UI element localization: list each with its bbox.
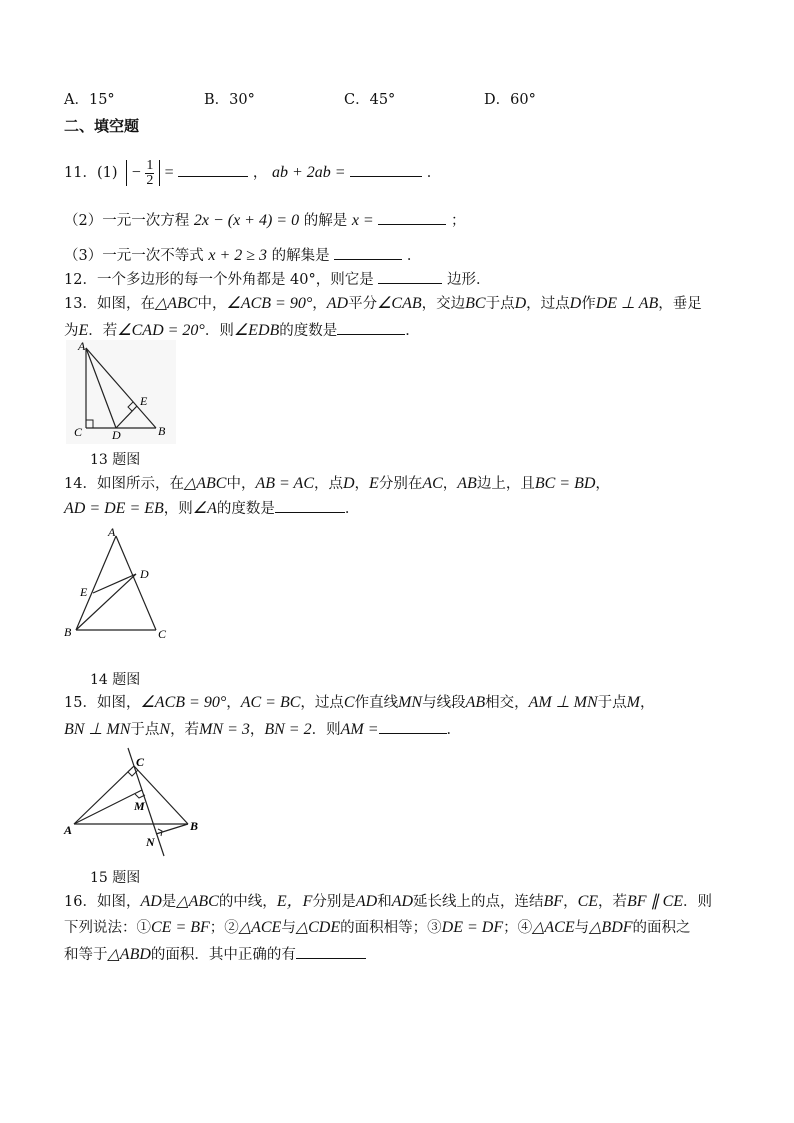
q13-t9: ，垂足 — [658, 296, 702, 312]
question-15-line1 — [64, 693, 655, 713]
q14-e: E — [369, 475, 379, 492]
q14-ab-ac: AB = AC — [255, 475, 314, 492]
q16-t12: 与 — [281, 920, 296, 936]
q15-ab: AB — [465, 694, 486, 711]
choice-d: D．60° — [484, 92, 536, 108]
q13-d2: D — [569, 295, 582, 312]
q16-t14: ；④ — [503, 920, 533, 936]
q16-parallel: BF ∥ CE — [627, 893, 684, 910]
q16-t16: 的面积之 — [632, 920, 691, 936]
question-13-line2 — [64, 320, 420, 341]
figure-13 — [66, 340, 176, 444]
q16-stmt3: DE = DF — [441, 919, 504, 936]
q15-t12: ．则 — [311, 722, 341, 738]
q16-t6: 延长线上的点，连结 — [413, 894, 544, 910]
question-14-line2 — [64, 498, 359, 519]
fig15-line-am — [74, 790, 142, 824]
q15-t7: 于点 — [597, 695, 627, 711]
q11-fraction — [145, 159, 154, 188]
choice-a: A．15° — [64, 92, 115, 108]
q16-bf: BF — [543, 893, 564, 910]
q13-t14: ． — [405, 323, 420, 339]
q11-sep: ， — [252, 165, 268, 181]
abs-bar-right — [159, 160, 160, 186]
q11-eq1: = — [164, 164, 174, 181]
question-16-line2 — [64, 918, 691, 938]
q13-t13: 的度数是 — [279, 323, 338, 339]
q11-blank-3 — [378, 210, 446, 225]
q15-mn-value: MN = 3 — [199, 721, 250, 738]
q12-text2: 边形． — [446, 272, 491, 288]
q16-t4: 分别是 — [312, 894, 356, 910]
q16-ad2: AD — [355, 893, 378, 910]
q15-angle-acb: ∠ACB = 90° — [140, 694, 227, 711]
q11-p3-prefix: （3）一元一次不等式 — [64, 248, 204, 264]
q15-t10: ，若 — [170, 722, 200, 738]
q13-angle-edb: ∠EDB — [233, 322, 280, 339]
choice-b: B．30° — [204, 92, 255, 108]
q16-blank — [296, 944, 366, 959]
q15-bn-value: BN = 2 — [264, 721, 312, 738]
q16-t17: 和等于 — [64, 947, 108, 963]
fig15-label-a: A — [64, 823, 73, 837]
q14-t6: ， — [442, 476, 458, 492]
q14-d: D — [342, 475, 355, 492]
fig14-line-de — [93, 574, 136, 593]
fig14-label-e: E — [80, 585, 88, 599]
q14-ab: AB — [457, 475, 477, 492]
q13-t7: ，过点 — [526, 296, 570, 312]
q16-ad: AD — [140, 893, 162, 910]
fig14-side-ac — [116, 536, 156, 630]
fig15-label-n: N — [146, 835, 155, 849]
q16-t5: 和 — [377, 894, 392, 910]
q13-angle-acb: ∠ACB = 90° — [226, 295, 313, 312]
q15-t5: 与线段 — [422, 695, 466, 711]
q16-triangle-abd: △ABD — [107, 946, 151, 963]
q14-t11: ． — [344, 501, 360, 517]
fig14-label-b: B — [64, 625, 72, 639]
q11-minus: − — [131, 164, 141, 181]
q13-t2: 中， — [197, 296, 227, 312]
choice-c: C．45° — [344, 92, 396, 108]
q11-end: ． — [426, 165, 442, 181]
fig13-label-c: C — [74, 425, 83, 439]
q11-p3-mid: 的解集是 — [271, 248, 330, 264]
fig13-label-b: B — [158, 424, 166, 438]
q14-t10: 的度数是 — [216, 501, 275, 517]
q14-t2: 中， — [226, 476, 256, 492]
q15-t3: ，过点 — [300, 695, 344, 711]
q11-p2-end: ； — [450, 213, 466, 229]
q16-ce: CE — [577, 893, 599, 910]
q15-am-perp: AM ⊥ MN — [528, 694, 598, 711]
q16-ad3: AD — [391, 893, 414, 910]
q16-t18: 的面积．其中正确的有 — [150, 947, 296, 963]
fig15-line-bn — [156, 824, 188, 834]
q14-ac: AC — [422, 475, 443, 492]
q13-bc: BC — [465, 295, 486, 312]
q16-t11: ；② — [209, 920, 239, 936]
q14-t9: ，则 — [163, 501, 193, 517]
q11-expr2: ab + 2ab = — [271, 164, 346, 181]
q13-e: E — [78, 322, 89, 339]
fig15-side-cb — [134, 766, 188, 824]
q11-p2-x: x = — [351, 212, 374, 229]
q16-stmt2b: △CDE — [295, 919, 341, 936]
q11-blank-1 — [178, 162, 248, 177]
q15-n: N — [159, 721, 171, 738]
q15-t2: ， — [226, 695, 241, 711]
q16-stmt4b: △BDF — [589, 919, 633, 936]
figure-15-caption: 15 题图 — [90, 870, 141, 886]
q14-t4: ， — [354, 476, 370, 492]
q14-t7: 边上，且 — [476, 476, 535, 492]
q14-bc-bd: BC = BD — [534, 475, 596, 492]
q16-t3: 的中线， — [218, 894, 277, 910]
q13-t10: 为 — [64, 323, 79, 339]
q14-blank — [275, 498, 345, 513]
fig13-label-a: A — [78, 340, 86, 353]
fig15-label-c: C — [136, 755, 145, 769]
q11-number: 11．(1) — [64, 165, 118, 181]
q16-t13: 的面积相等；③ — [340, 920, 442, 936]
fig13-label-d: D — [112, 428, 121, 442]
q15-blank — [379, 719, 447, 734]
q15-am: AM = — [340, 721, 379, 738]
q14-angle-a: ∠A — [192, 500, 217, 517]
q15-ac-bc: AC = BC — [240, 694, 301, 711]
fig14-label-d: D — [140, 567, 149, 581]
q16-t10: 下列说法：① — [64, 920, 151, 936]
abs-bar-left — [126, 160, 127, 186]
q16-stmt2a: △ACE — [238, 919, 282, 936]
q16-triangle: △ABC — [176, 893, 219, 910]
q16-t8: ，若 — [598, 894, 628, 910]
q16-stmt4a: △ACE — [532, 919, 575, 936]
q11-p2-equation: 2x − (x + 4) = 0 — [193, 212, 300, 229]
q11-frac-num: 1 — [146, 157, 154, 173]
q15-t11: ， — [249, 722, 265, 738]
q13-ad: AD — [326, 295, 349, 312]
q13-t8: 作 — [581, 296, 596, 312]
q15-bn-perp: BN ⊥ MN — [64, 721, 131, 738]
q16-t9: ．则 — [683, 894, 713, 910]
q13-t12: ．则 — [204, 323, 234, 339]
fig14-label-a: A — [108, 526, 116, 539]
q11-blank-4 — [334, 245, 402, 260]
question-15-line2 — [64, 719, 461, 740]
q16-t1: 16．如图， — [64, 894, 141, 910]
q13-blank — [337, 320, 405, 335]
q12-text1: 12．一个多边形的每一个外角都是 40°，则它是 — [64, 272, 374, 288]
q14-t8: ， — [595, 476, 610, 492]
q13-t1: 13．如图，在 — [64, 296, 155, 312]
fig14-label-c: C — [158, 627, 167, 641]
question-16-line3 — [64, 944, 366, 965]
q15-m: M — [626, 694, 640, 711]
q13-t11: ．若 — [88, 323, 118, 339]
question-13-line1 — [64, 294, 702, 314]
section-title: 二、填空题 — [64, 117, 140, 135]
figure-15 — [62, 744, 212, 860]
q11-blank-2 — [350, 162, 422, 177]
question-11-part2 — [64, 210, 465, 231]
q13-angle-cab: ∠CAB — [377, 295, 422, 312]
q15-c: C — [343, 694, 355, 711]
q15-mn: MN — [398, 694, 423, 711]
q13-t5: ，交边 — [421, 296, 466, 312]
q11-p2-prefix: （2）一元一次方程 — [64, 213, 190, 229]
fig15-label-m: M — [134, 799, 145, 813]
q13-t6: 于点 — [485, 296, 515, 312]
fig14-line-bd — [76, 574, 136, 630]
figure-14-caption: 14 题图 — [90, 672, 141, 688]
q15-t13: ． — [446, 722, 462, 738]
q11-p3-end: ． — [406, 248, 422, 264]
q15-t4: 作直线 — [354, 695, 399, 711]
q15-t6: 相交， — [485, 695, 529, 711]
q11-p3-inequality: x + 2 ≥ 3 — [208, 247, 268, 264]
q14-ad-de-eb: AD = DE = EB — [64, 500, 164, 517]
q11-p2-mid: 的解是 — [303, 213, 348, 229]
q14-t5: 分别在 — [378, 476, 423, 492]
fig15-side-ca — [74, 766, 134, 824]
figure-13-caption: 13 题图 — [90, 452, 141, 468]
question-14-line1 — [64, 474, 610, 494]
q15-t8: ， — [640, 695, 655, 711]
fig13-label-e: E — [140, 394, 148, 408]
q16-t15: 与 — [574, 920, 590, 936]
q16-t7: ， — [563, 894, 578, 910]
question-12 — [64, 269, 490, 290]
q14-triangle: △ABC — [183, 475, 227, 492]
q11-frac-den: 2 — [146, 172, 154, 188]
q14-t3: ，点 — [313, 476, 343, 492]
q15-t1: 15．如图， — [64, 695, 141, 711]
fig15-label-b: B — [190, 819, 199, 833]
q13-d: D — [514, 295, 527, 312]
q16-t2: 是 — [161, 894, 177, 910]
fig14-side-ab — [76, 536, 116, 630]
q13-perp: DE ⊥ AB — [595, 295, 659, 312]
q16-ef: E，F — [276, 893, 313, 910]
question-11-part1 — [64, 158, 441, 188]
q13-t3: ， — [312, 296, 327, 312]
q12-blank — [378, 269, 442, 284]
q13-angle-cad: ∠CAD = 20° — [117, 322, 205, 339]
q13-t4: 平分 — [348, 296, 378, 312]
figure-14 — [60, 526, 176, 646]
q16-stmt1: CE = BF — [151, 919, 210, 936]
q15-t9: 于点 — [130, 722, 160, 738]
question-11-part3 — [64, 245, 421, 266]
question-16-line1 — [64, 892, 712, 912]
q14-t1: 14．如图所示，在 — [64, 476, 184, 492]
q13-triangle: △ABC — [154, 295, 198, 312]
